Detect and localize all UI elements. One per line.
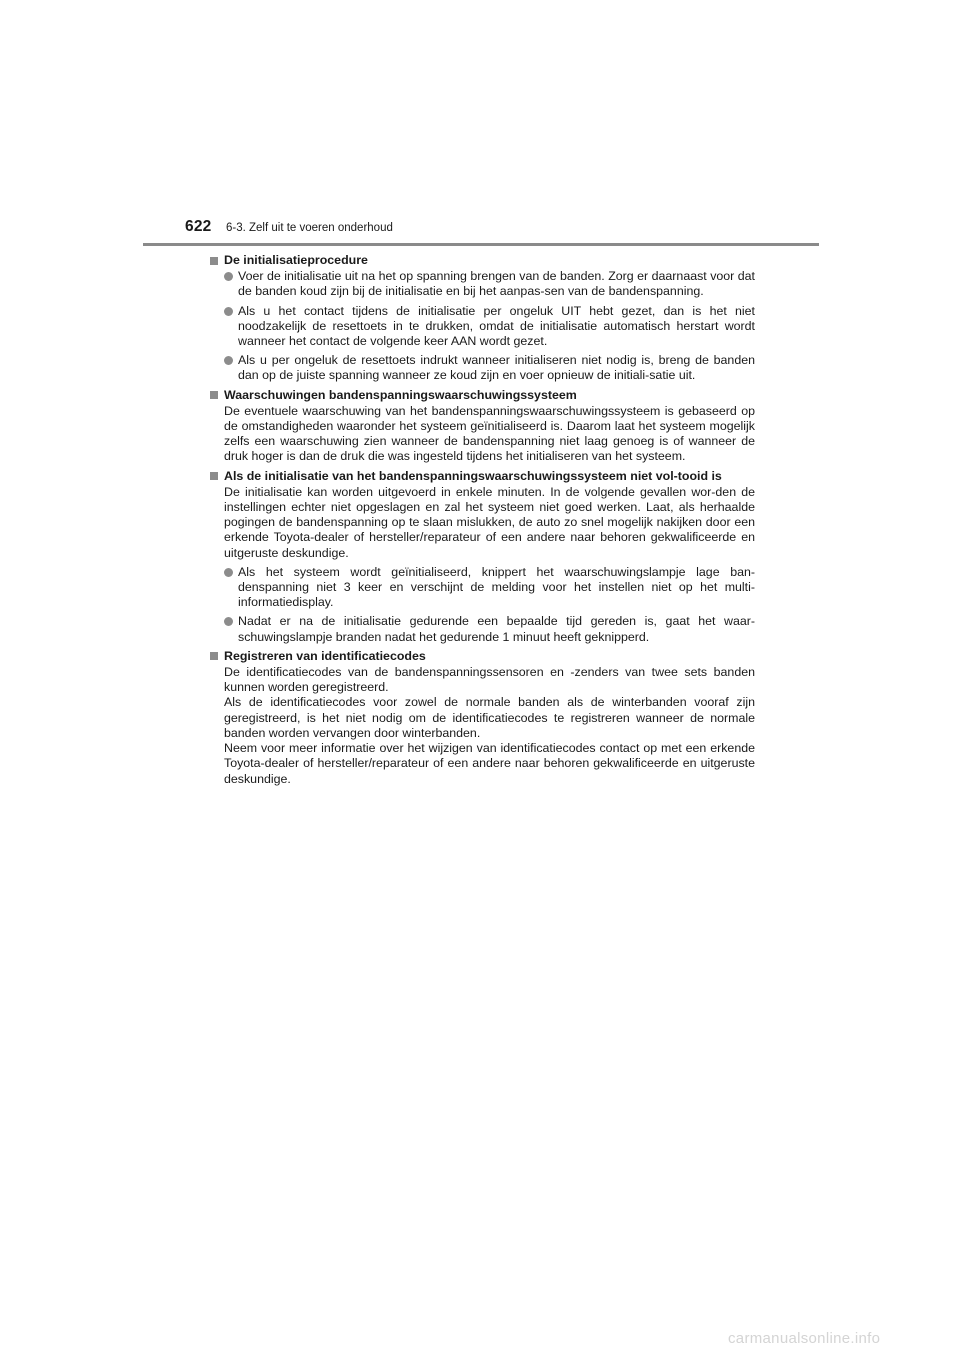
round-bullet-icon [224,356,233,365]
square-bullet-icon [210,472,218,480]
round-bullet-icon [224,307,233,316]
list-item: Nadat er na de initialisatie gedurende een bepaalde tijd gereden is, gaat het waar-schuwingslampje branden nadat het gedurende 1 minuut heeft geknipperd. [224,614,755,644]
paragraph-line: Als de identificatiecodes voor zowel de normale banden als de winterbanden vooraf zijn geregistreerd, is het niet nodig om de identificatiecodes te registreren wanneer de normale banden worden vervangen door winterbanden. [224,695,755,740]
section-initialization-not-completed [210,469,755,645]
section-warnings [210,388,755,465]
section-paragraph: De eventuele waarschuwing van het bandenspanningswaarschuwingssysteem is gebaseerd op de omstandigheden waaronder het systeem geïnitialiseerd is. Daarom laat het systeem mogelijk zelfs een waarschuwing zien wanneer de bandenspanning niet laag genoeg is of wanneer de druk hoger is dan de druk die was ingesteld tijdens het initialiseren van het systeem. [224,403,755,464]
round-bullet-icon [224,617,233,626]
list-item: Als u het contact tijdens de initialisatie per ongeluk UIT hebt gezet, dan is het niet noodzakelijk de resettoets in te drukken, omdat de initialisatie automatisch herstart wordt wanneer het contact de volgende keer AAN wordt gezet. [224,304,755,350]
section-heading: De initialisatieprocedure [210,253,755,268]
list-item: Als u per ongeluk de resettoets indrukt wanneer initialiseren niet nodig is, breng de banden dan op de juiste spanning wanneer ze koud zijn en voer opnieuw de initiali-satie uit. [224,353,755,383]
header-rule [143,243,819,246]
list-item: Als het systeem wordt geïnitialiseerd, knippert het waarschuwingslampje lage ban-denspanning niet 3 keer en verschijnt de melding voor het instellen niet op het multi-informatiedisplay. [224,565,755,611]
list-item: Voer de initialisatie uit na het op spanning brengen van de banden. Zorg er daarnaast voor dat de banden koud zijn bij de initialisatie en bij het aanpas-sen van de bandenspanning. [224,269,755,299]
square-bullet-icon [210,257,218,265]
paragraph-line: De identificatiecodes van de bandenspanningssensoren en -zenders van twee sets banden kunnen worden geregistreerd. [224,665,755,695]
page-number: 622 [185,218,212,235]
section-paragraph: De initialisatie kan worden uitgevoerd in enkele minuten. In de volgende gevallen wor-den de instellingen echter niet opgeslagen en zal het systeem niet goed werken. Laat, als herhaalde pogingen de bandenspanning op te slaan mislukken, de auto zo snel mogelijk nakijken door een erkende Toyota-dealer of hersteller/reparateur of een andere naar behoren gekwalificeerde en uitgeruste deskundige. [224,484,755,560]
section-initialization-procedure [210,253,755,384]
square-bullet-icon [210,391,218,399]
running-header: 6-3. Zelf uit te voeren onderhoud [226,222,393,234]
section-heading: Registreren van identificatiecodes [210,649,755,664]
page-content [210,253,755,791]
section-paragraph [224,665,755,787]
square-bullet-icon [210,652,218,660]
round-bullet-icon [224,272,233,281]
footer-watermark: carmanualsonline.info [728,1330,881,1347]
paragraph-line: Neem voor meer informatie over het wijzigen van identificatiecodes contact op met een erkende Toyota-dealer of hersteller/reparateur of een andere naar behoren gekwalificeerde en uitgeruste deskundige. [224,741,755,786]
section-heading: Als de initialisatie van het bandenspanningswaarschuwingssysteem niet vol-tooid is [210,469,755,484]
section-heading: Waarschuwingen bandenspanningswaarschuwingssysteem [210,388,755,403]
section-register-id-codes [210,649,755,787]
round-bullet-icon [224,568,233,577]
